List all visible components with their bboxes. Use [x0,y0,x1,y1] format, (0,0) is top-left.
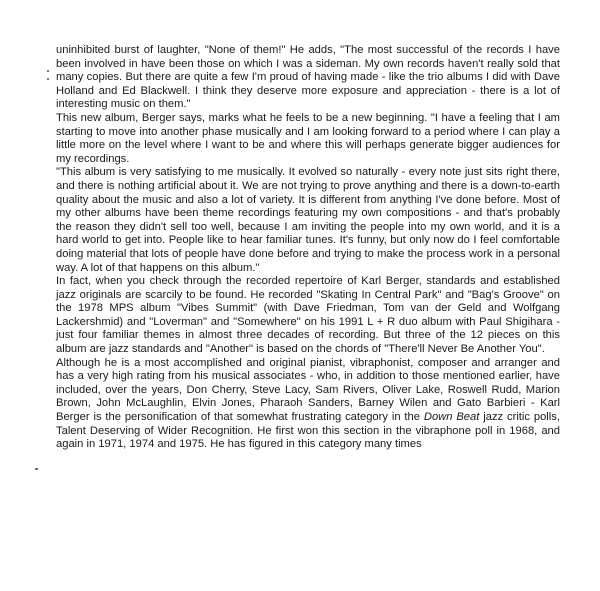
scan-speck [47,78,49,80]
paragraph-5-start: Although he is a most accomplished and original pianist, vibraphonist, composer and arranger and has a very high rating from his musical associates - who, in addition to those mentioned earlier, have included, over the years, Don Cherry, Steve Lacy, Sam Rivers, Oliver Lake, Roswell Rudd, Marion Brown, John McLaughlin, Elvin Jones, Pharaoh Sanders, Barney Wilen and Gato Barbieri - Karl Berger is the personification of that somewhat frustrating category in the [56,356,560,424]
paragraph-5-end: jazz critic polls, Talent Deserving of Wider Recognition. He first won this section in the vibraphone poll in 1968, and again in 1971, 1974 and 1975. He has figured in this category many times [56,411,560,451]
paragraph-5 [56,357,560,452]
liner-notes-page [56,44,560,452]
scan-speck [47,70,49,72]
paragraph-3: "This album is very satisfying to me musically. It evolved so naturally - every note just sits right there, and there is nothing artificial about it. We are not trying to prove anything and there is a down-to-earth quality about the music and also a lot of variety. It is different from anything I've done before. Most of my other albums have been theme recordings featuring my own compositions - and that's probably the reason they didn't sell too well, because I am inviting the people into my own world, and it is a hard world to get into. People like to hear familiar tunes. It's funny, but only now do I feel comfortable doing material that lots of people have done before and trying to make the process work in a personal way. A lot of that happens on this album." [56,166,560,274]
paragraph-4: In fact, when you check through the recorded repertoire of Karl Berger, standards and established jazz originals are scarcily to be found. He recorded "Skating In Central Park" and "Bag's Groove" on the 1978 MPS album "Vibes Summit" (with Dave Friedman, Tom van der Geld and Wolfgang Lackershmid) and "Loverman" and "Somewhere" on his 1991 L + R duo album with Paul Shigihara - just four familiar themes in almost three decades of recording. But three of the 12 pieces on this album are jazz standards and "Another" is based on the chords of "There'll Never Be Another You". [56,275,560,356]
paragraph-2: This new album, Berger says, marks what he feels to be a new beginning. "I have a feeling that I am starting to move into another phase musically and I am looking forward to a period where I can play a little more on the level where I want to be and where this will perhaps generate bigger audiences for my recordings. [56,111,560,165]
paragraph-1: uninhibited burst of laughter, "None of them!" He adds, "The most successful of the records I have been involved in have been those on which I was a sideman. My own records haven't really sold that many copies. But there are quite a few I'm proud of having made - like the trio albums I did with Dave Holland and Ed Blackwell. I think they deserve more exposure and appreciation - there is a lot of interesting music on them." [56,44,560,111]
scan-speck [35,468,38,470]
magazine-title: Down Beat [423,411,480,424]
